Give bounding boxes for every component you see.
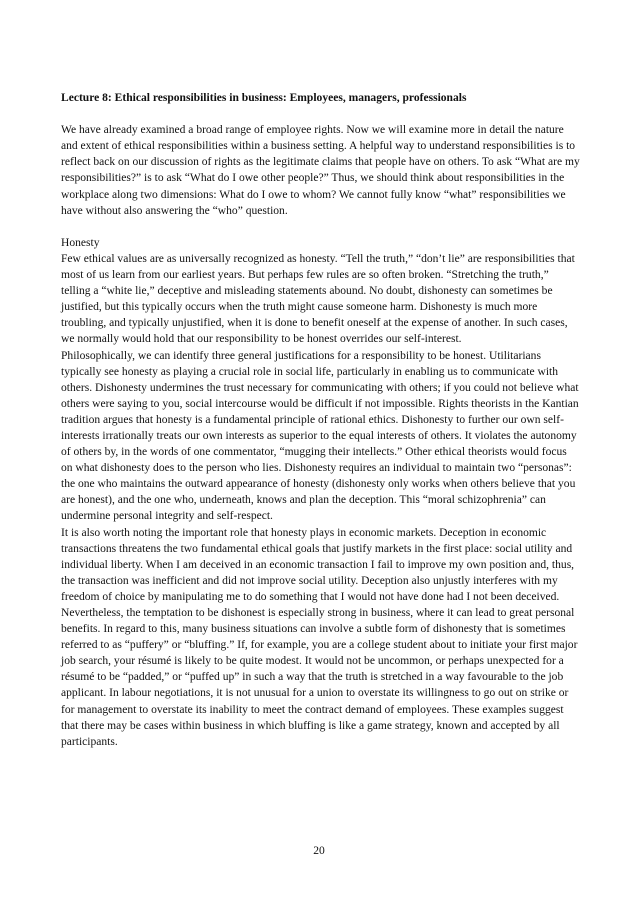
lecture-heading: Lecture 8: Ethical responsibilities in business: Employees, managers, professionals [61,92,467,104]
body-paragraph: Philosophically, we can identify three general justifications for a responsibility to be honest. Utilitarians typically see honesty as playing a crucial role in social life, particularly in enabling us to communicate with others. Dishonesty undermines the trust necessary for communicating with others; if you could not believe what others were saying to you, social intercourse would be difficult if not impossible. Rights theorists in the Kantian tradition argues that honesty is a fundamental principle of rational ethics. Dishonesty to further our own self-interests irrationally treats our own interests as superior to the equal interests of others. It violates the autonomy of others by, in the words of one commentator, “mugging their intellects.” Other ethical theorists would focus on what dishonesty does to the person who lies. Dishonesty requires an individual to maintain two “personas”: the one who maintains the outward appearance of honesty (dishonesty only works when others believe that you are honest), and the one who, underneath, knows and plan the deception. This “moral schizophrenia” can undermine personal integrity and self-respect. [61,349,579,523]
body-paragraph: Nevertheless, the temptation to be dishonest is especially strong in business, where it can lead to great personal benefits. In regard to this, many business situations can involve a subtle form of dishonesty that is sometimes referred to as “puffery” or “bluffing.” If, for example, you are a college student about to initiate your first major job search, your résumé is likely to be quite modest. It would not be uncommon, or perhaps unexpected for a résumé to be “padded,” or “puffed up” in such a way that the truth is stretched in a way favourable to the job applicant. In labour negotiations, it is not unusual for a union to overstate its willingness to go out on strike or for management to overstate its inability to meet the contract demand of employees. These examples suggest that there may be cases within business in which bluffing is like a game strategy, known and accepted by all participants. [61,607,578,748]
intro-paragraph: We have already examined a broad range of employee rights. Now we will examine more in detail the nature and extent of ethical responsibilities within a business setting. A helpful way to understand responsibilities is to reflect back on our discussion of rights as the legitimate claims that people have on others. To ask “What are my responsibilities?” is to ask “What do I owe other people?” Thus, we should think about responsibilities in the workplace along two dimensions: What do I owe to whom? We cannot fully know “what” responsibilities we have without also answering the “who” question. [61,124,580,217]
spacer [61,106,581,122]
page-content [61,90,581,750]
body-paragraph: Few ethical values are as universally recognized as honesty. “Tell the truth,” “don’t lie” are responsibilities that most of us learn from our earliest years. But perhaps few rules are so often broken. “Stretching the truth,” telling a “white lie,” deceptive and misleading statements abound. No doubt, dishonesty can sometimes be justified, but this typically occurs when the truth might cause someone harm. Dishonesty is much more troubling, and typically unjustified, when it is done to benefit oneself at the expense of another. In such cases, we normally would hold that our responsibility to be honest overrides our self-interest. [61,252,575,346]
section-title-honesty: Honesty [61,236,100,249]
spacer [61,219,581,235]
body-paragraph: It is also worth noting the important role that honesty plays in economic markets. Deception in economic transactions threatens the two fundamental ethical goals that justify markets in the first place: social utility and individual liberty. When I am deceived in an economic transaction I fail to improve my own position and, thus, the transaction was inefficient and did not improve social utility. Deception also unjustly interferes with my freedom of choice by manipulating me to do something that I would not have done had I not been deceived. [61,526,575,603]
page-number: 20 [313,845,325,857]
